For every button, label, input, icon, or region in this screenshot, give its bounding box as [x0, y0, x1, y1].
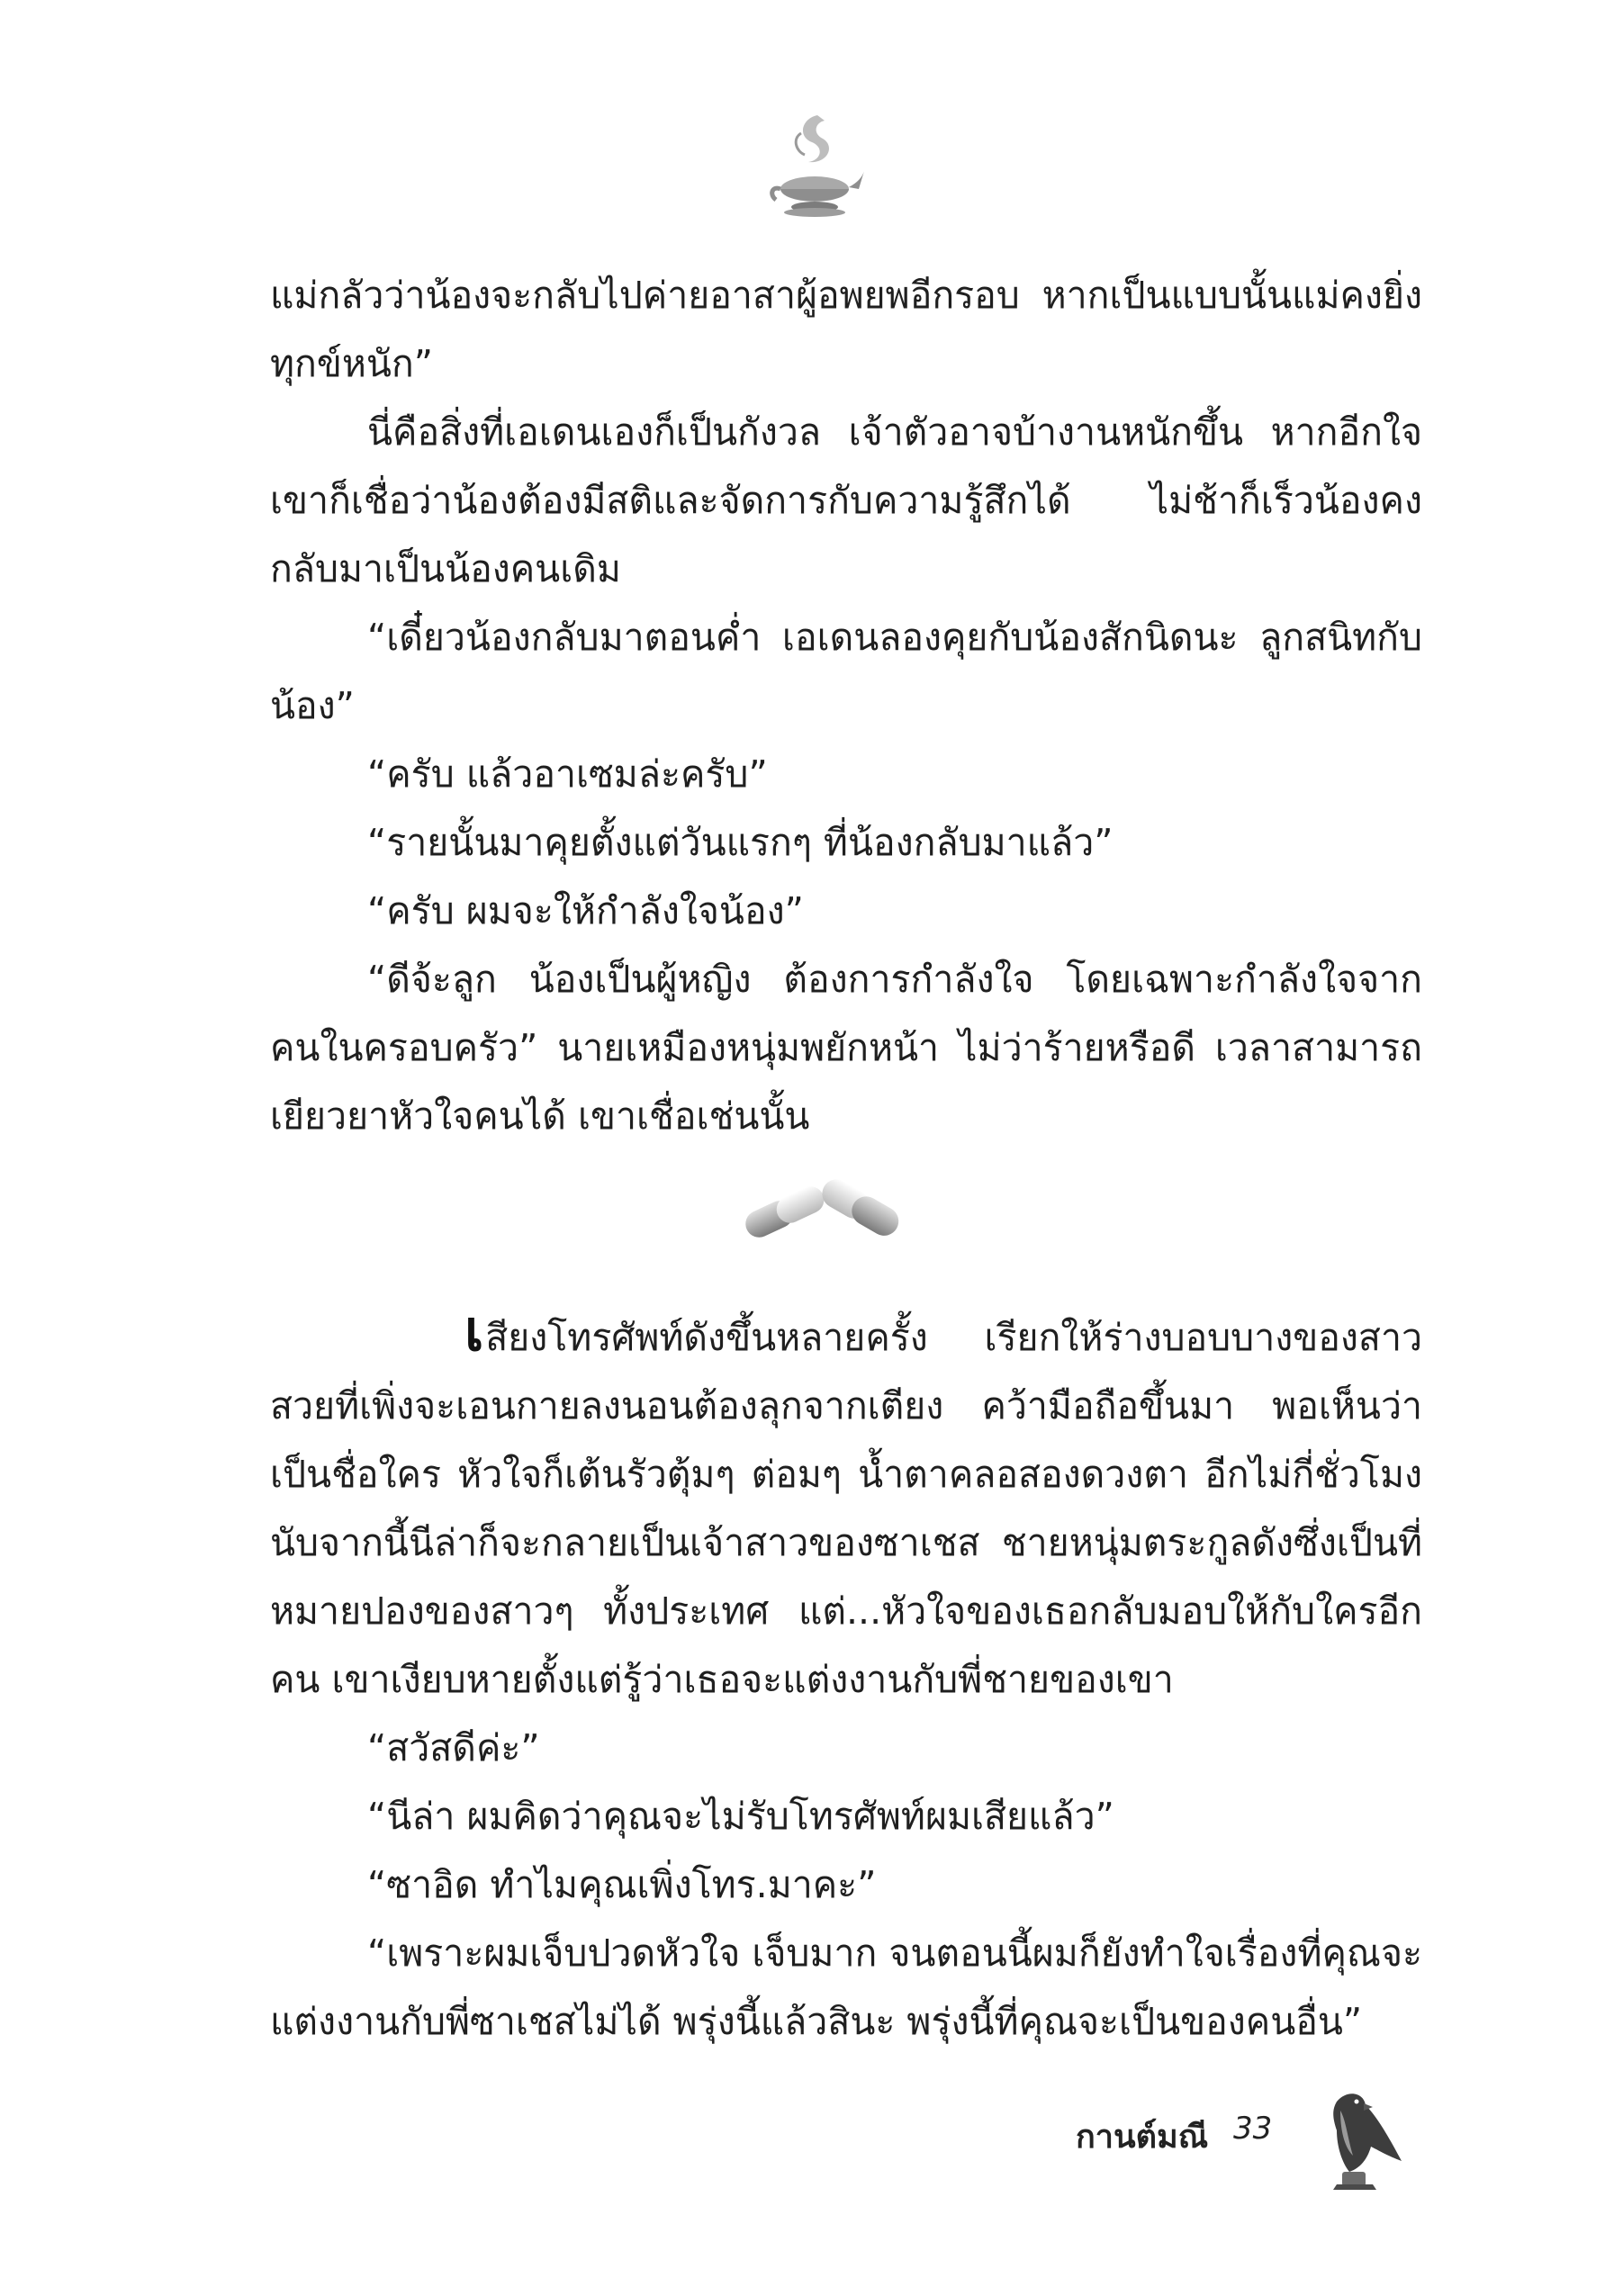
drop-cap: เ: [464, 1298, 484, 1364]
footer-title: กานต์มณี: [1076, 2119, 1209, 2156]
paragraph: “ครับ แล้วอาเซมล่ะครับ”: [367, 752, 768, 796]
paragraph: [270, 1298, 1422, 1714]
genie-lamp-icon: [765, 106, 864, 232]
paragraph: “เพราะผมเจ็บปวดหัวใจ เจ็บมาก จนตอนนี้ผมก็ยังทำใจเรื่องที่คุณจะแต่งงานกับพี่ซาเชสไม่ได้ พรุ่งนี้แล้วสินะ พรุ่งนี้ที่คุณจะเป็นของคนอื่น”: [270, 1931, 1422, 2043]
falcon-icon: [1301, 2084, 1409, 2190]
paragraph: “ดีจ้ะลูก น้องเป็นผู้หญิง ต้องการกำลังใจ โดยเฉพาะกำลังใจจากคนในครอบครัว” นายเหมืองหนุ่มพยักหน้า ไม่ว่าร้ายหรือดี เวลาสามารถเยียวยาหัวใจคนได้ เขาเชื่อเช่นนั้น: [270, 958, 1422, 1138]
body-text: [270, 261, 1422, 2056]
paragraph: “นีล่า ผมคิดว่าคุณจะไม่รับโทรศัพท์ผมเสียแล้ว”: [367, 1795, 1114, 1838]
section-divider: [270, 1150, 1422, 1303]
page-number: 33: [1233, 2111, 1273, 2147]
paragraph-text: สียงโทรศัพท์ดังขึ้นหลายครั้ง เรียกให้ร่างบอบบางของสาวสวยที่เพิ่งจะเอนกายลงนอนต้องลุกจากเตียง คว้ามือถือขึ้นมา พอเห็นว่าเป็นชื่อใคร หัวใจก็เต้นรัวตุ้มๆ ต่อมๆ น้ำตาคลอสองดวงตา อีกไม่กี่ชั่วโมงนับจากนี้นีล่าก็จะกลายเป็นเจ้าสาวของซาเชส ชายหนุ่มตระกูลดังซึ่งเป็นที่หมายปองของสาวๆ ทั้งประเทศ แต่...หัวใจของเธอกลับมอบให้กับใครอีกคน เขาเงียบหายตั้งแต่รู้ว่าเธอจะแต่งงานกับพี่ชายของเขา: [270, 1316, 1422, 1701]
paragraph: แม่กลัวว่าน้องจะกลับไปค่ายอาสาผู้อพยพอีกรอบ หากเป็นแบบนั้นแม่คงยิ่งทุกข์หนัก”: [270, 274, 1422, 385]
paragraph: “สวัสดีค่ะ”: [367, 1726, 540, 1769]
capsule-pills-icon: [734, 1161, 914, 1251]
paragraph: นี่คือสิ่งที่เอเดนเองก็เป็นกังวล เจ้าตัวอาจบ้างานหนักขึ้น หากอีกใจเขาก็เชื่อว่าน้องต้องมีสติและจัดการกับความรู้สึกได้ ไม่ช้าก็เร็วน้องคงกลับมาเป็นน้องคนเดิม: [270, 410, 1422, 590]
paragraph: “ครับ ผมจะให้กำลังใจน้อง”: [367, 889, 804, 932]
page-footer: [1076, 2084, 1454, 2192]
paragraph: “ซาอิด ทำไมคุณเพิ่งโทร.มาคะ”: [367, 1863, 877, 1906]
paragraph: “รายนั้นมาคุยตั้งแต่วันแรกๆ ที่น้องกลับมาแล้ว”: [367, 821, 1114, 864]
paragraph: “เดี๋ยวน้องกลับมาตอนค่ำ เอเดนลองคุยกับน้องสักนิดนะ ลูกสนิทกับน้อง”: [270, 616, 1422, 727]
